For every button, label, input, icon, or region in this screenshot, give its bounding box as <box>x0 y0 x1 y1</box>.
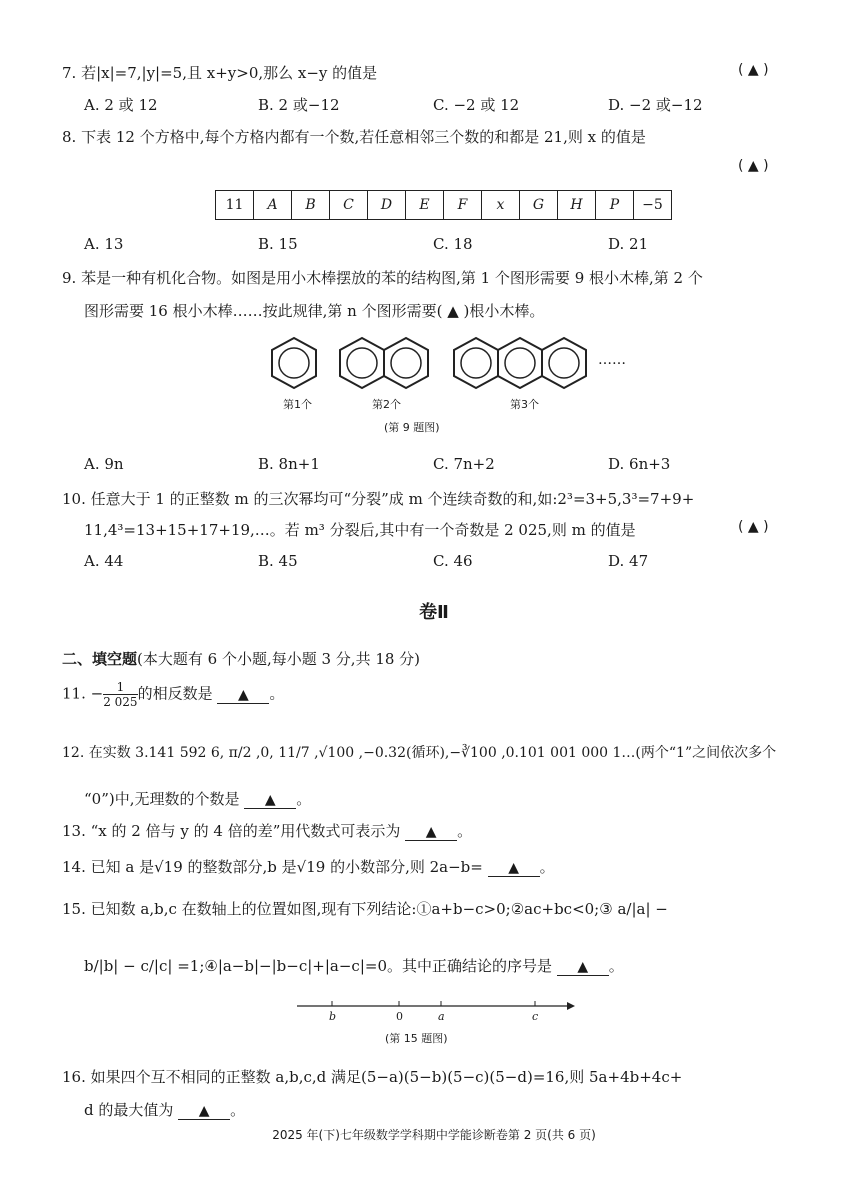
q7-option-d: D. −2 或−12 <box>608 96 703 114</box>
q9-option-d: D. 6n+3 <box>608 455 671 473</box>
q13-text: 13. “x 的 2 倍与 y 的 4 倍的差”用代数式可表示为 <box>62 822 401 840</box>
benzene-1-ring <box>272 338 316 388</box>
q14-text: 14. 已知 a 是√19 的整数部分,b 是√19 的小数部分,则 2a−b= <box>62 858 483 876</box>
section-title: 卷Ⅱ <box>419 602 449 623</box>
q15-line1: 15. 已知数 a,b,c 在数轴上的位置如图,现有下列结论:①a+b−c>0;②ac+bc<0;③ a/|a| − <box>62 900 668 918</box>
q16-line2 <box>84 1099 245 1120</box>
grid-cell: E <box>406 191 444 220</box>
q9-line2: 图形需要 16 根小木棒……按此规律,第 n 个图形需要( ▲ )根小木棒。 <box>84 302 545 320</box>
q14 <box>62 856 555 877</box>
q16-end: 。 <box>230 1101 246 1119</box>
q10-option-a: A. 44 <box>84 552 124 570</box>
q11-suffix: 的相反数是 <box>137 684 213 703</box>
grid-cell: G <box>520 191 558 220</box>
q9-label-3: 第3个 <box>510 398 539 411</box>
axis-label-zero: 0 <box>396 1010 403 1023</box>
part2-heading <box>62 648 420 669</box>
q9-label-1: 第1个 <box>283 398 312 411</box>
q11-numerator: 1 <box>103 680 137 695</box>
grid-cell: −5 <box>634 191 672 220</box>
q16-line2-text: d 的最大值为 <box>84 1101 174 1119</box>
q11-answer-blank[interactable]: ▲ <box>217 687 269 704</box>
q11-prefix: 11. − <box>62 684 104 703</box>
q13-end: 。 <box>457 822 473 840</box>
q10-option-c: C. 46 <box>433 552 473 570</box>
grid-cell: F <box>444 191 482 220</box>
q15-end: 。 <box>608 957 624 975</box>
q14-end: 。 <box>539 858 555 876</box>
grid-cell: x <box>482 191 520 220</box>
q16-answer-blank[interactable]: ▲ <box>178 1103 230 1120</box>
q12-line1: 12. 在实数 3.141 592 6, π/2 ,0, 11/7 ,√100 ,−0.32(循环),−∛100 ,0.101 001 000 1…(两个“1”之间依次多个 <box>62 745 777 761</box>
q12-end: 。 <box>296 790 312 808</box>
part2-desc: (本大题有 6 个小题,每小题 3 分,共 18 分) <box>137 650 421 668</box>
q9-caption: (第 9 题图) <box>384 421 440 434</box>
q8-option-a: A. 13 <box>84 235 124 253</box>
q16-line1: 16. 如果四个互不相同的正整数 a,b,c,d 满足(5−a)(5−b)(5−c)(5−d)=16,则 5a+4b+4c+ <box>62 1068 683 1086</box>
q11-end: 。 <box>269 684 285 703</box>
q9-option-b: B. 8n+1 <box>258 455 320 473</box>
q13-answer-blank[interactable]: ▲ <box>405 824 457 841</box>
q11 <box>62 680 284 709</box>
q9-benzene-figure <box>260 330 640 400</box>
grid-cell: D <box>368 191 406 220</box>
q13 <box>62 820 472 841</box>
q15-caption: (第 15 题图) <box>385 1032 448 1045</box>
q10-line2: 11,4³=13+15+17+19,…。若 m³ 分裂后,其中有一个奇数是 2 025,则 m 的值是 <box>84 521 636 539</box>
grid-cell: 11 <box>216 191 254 220</box>
q7-answer-mark: ( ▲ ) <box>738 62 769 78</box>
grid-cell: B <box>292 191 330 220</box>
q9-option-a: A. 9n <box>84 455 124 473</box>
q7-option-b: B. 2 或−12 <box>258 96 340 114</box>
q15-line2-text: b/|b| − c/|c| =1;④|a−b|−|b−c|+|a−c|=0。其中正确结论的序号是 <box>84 957 552 975</box>
q10-option-d: D. 47 <box>608 552 649 570</box>
q9-label-2: 第2个 <box>372 398 401 411</box>
q8-answer-mark: ( ▲ ) <box>738 158 769 174</box>
q7-stem: 7. 若|x|=7,|y|=5,且 x+y>0,那么 x−y 的值是 <box>62 64 378 82</box>
grid-cell: H <box>558 191 596 220</box>
benzene-2-rings <box>340 338 428 388</box>
q10-option-b: B. 45 <box>258 552 298 570</box>
q10-line1: 10. 任意大于 1 的正整数 m 的三次幂均可“分裂”成 m 个连续奇数的和,如:2³=3+5,3³=7+9+ <box>62 490 695 508</box>
page-footer: 2025 年(下)七年级数学学科期中学能诊断卷第 2 页(共 6 页) <box>272 1128 596 1142</box>
q9-option-c: C. 7n+2 <box>433 455 495 473</box>
benzene-3-rings <box>454 338 586 388</box>
grid-cell: P <box>596 191 634 220</box>
q8-option-d: D. 21 <box>608 235 649 253</box>
q9-line1: 9. 苯是一种有机化合物。如图是用小木棒摆放的苯的结构图,第 1 个图形需要 9 根小木棒,第 2 个 <box>62 269 703 287</box>
q14-answer-blank[interactable]: ▲ <box>488 860 540 877</box>
q15-line2 <box>84 955 624 976</box>
part2-title: 二、填空题 <box>62 650 138 668</box>
grid-cell: A <box>254 191 292 220</box>
q8-number-grid <box>215 190 672 220</box>
axis-label-c: c <box>532 1010 539 1023</box>
q12-line2 <box>84 788 311 809</box>
q11-denominator: 2 025 <box>103 695 138 709</box>
q8-option-b: B. 15 <box>258 235 298 253</box>
q12-line2-text: “0”)中,无理数的个数是 <box>84 790 240 808</box>
q10-answer-mark: ( ▲ ) <box>738 519 769 535</box>
grid-cell: C <box>330 191 368 220</box>
q8-stem: 8. 下表 12 个方格中,每个方格内都有一个数,若任意相邻三个数的和都是 21,则 x 的值是 <box>62 128 646 146</box>
q9-ellipsis: …… <box>598 352 626 368</box>
q8-option-c: C. 18 <box>433 235 473 253</box>
q7-option-c: C. −2 或 12 <box>433 96 520 114</box>
axis-label-b: b <box>329 1010 337 1023</box>
q15-answer-blank[interactable]: ▲ <box>557 959 609 976</box>
q12-answer-blank[interactable]: ▲ <box>244 792 296 809</box>
q11-fraction <box>103 680 137 709</box>
q7-option-a: A. 2 或 12 <box>84 96 158 114</box>
axis-label-a: a <box>438 1010 445 1023</box>
